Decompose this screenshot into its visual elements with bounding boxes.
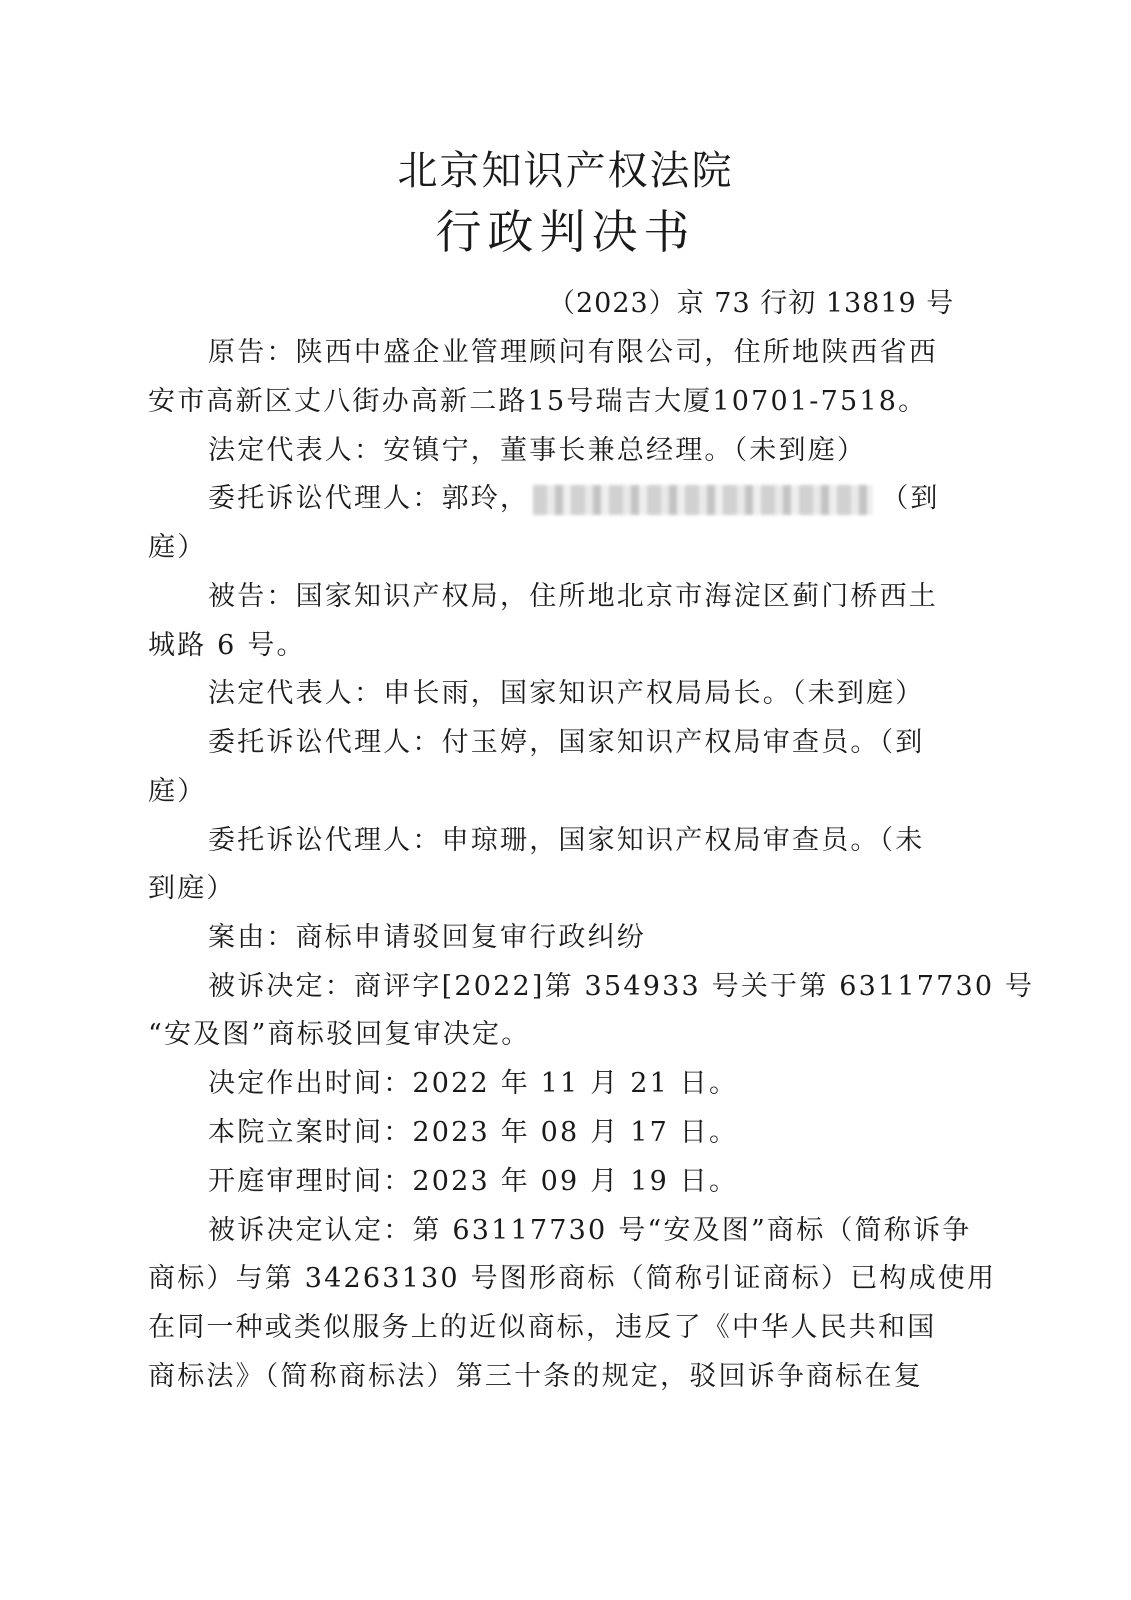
hearing-date: 开庭审理时间：2023 年 09 月 19 日。 — [208, 1166, 739, 1197]
plaintiff-agent-line — [208, 479, 940, 519]
defendant-agent-1-cont: 庭） — [148, 776, 207, 807]
case-number: （2023）京 73 行初 13819 号 — [548, 288, 955, 319]
defendant-line-1: 被告：国家知识产权局，住所地北京市海淀区蓟门桥西土 — [208, 581, 938, 612]
redacted-block — [533, 485, 873, 515]
document-type: 行政判决书 — [435, 205, 696, 259]
finding-line-4: 商标法》（简称商标法）第三十条的规定，驳回诉争商标在复 — [148, 1361, 923, 1392]
plaintiff-agent-attendance: （到 — [881, 483, 940, 514]
defendant-agent-1: 委托诉讼代理人：付玉婷，国家知识产权局审查员。（到 — [208, 727, 925, 758]
finding-line-1: 被诉决定认定：第 63117730 号“安及图”商标（简称诉争 — [208, 1215, 972, 1246]
finding-line-3: 在同一种或类似服务上的近似商标，违反了《中华人民共和国 — [148, 1312, 937, 1343]
decision-date: 决定作出时间：2022 年 11 月 21 日。 — [208, 1068, 739, 1099]
plaintiff-line-1: 原告：陕西中盛企业管理顾问有限公司，住所地陕西省西 — [208, 337, 938, 368]
defendant-representative: 法定代表人：申长雨，国家知识产权局局长。（未到庭） — [208, 678, 925, 709]
contested-decision-line-2: “安及图”商标驳回复审决定。 — [148, 1019, 531, 1050]
filing-date: 本院立案时间：2023 年 08 月 17 日。 — [208, 1117, 739, 1148]
plaintiff-representative: 法定代表人：安镇宁，董事长兼总经理。（未到庭） — [208, 435, 867, 466]
defendant-agent-2: 委托诉讼代理人：申琼珊，国家知识产权局审查员。（未 — [208, 825, 925, 856]
plaintiff-agent-attendance-cont: 庭） — [148, 532, 207, 563]
plaintiff-agent-label: 委托诉讼代理人：郭玲， — [208, 483, 530, 514]
plaintiff-line-2: 安市高新区丈八街办高新二路15号瑞吉大厦10701-7518。 — [148, 386, 928, 417]
finding-line-2: 商标）与第 34263130 号图形商标（简称引证商标）已构成使用 — [148, 1263, 997, 1294]
defendant-agent-2-cont: 到庭） — [148, 873, 236, 904]
court-name: 北京知识产权法院 — [397, 148, 734, 194]
case-cause: 案由：商标申请驳回复审行政纠纷 — [208, 922, 646, 953]
contested-decision-line-1: 被诉决定：商评字[2022]第 354933 号关于第 63117730 号 — [208, 971, 1035, 1002]
defendant-line-2: 城路 6 号。 — [148, 630, 306, 661]
